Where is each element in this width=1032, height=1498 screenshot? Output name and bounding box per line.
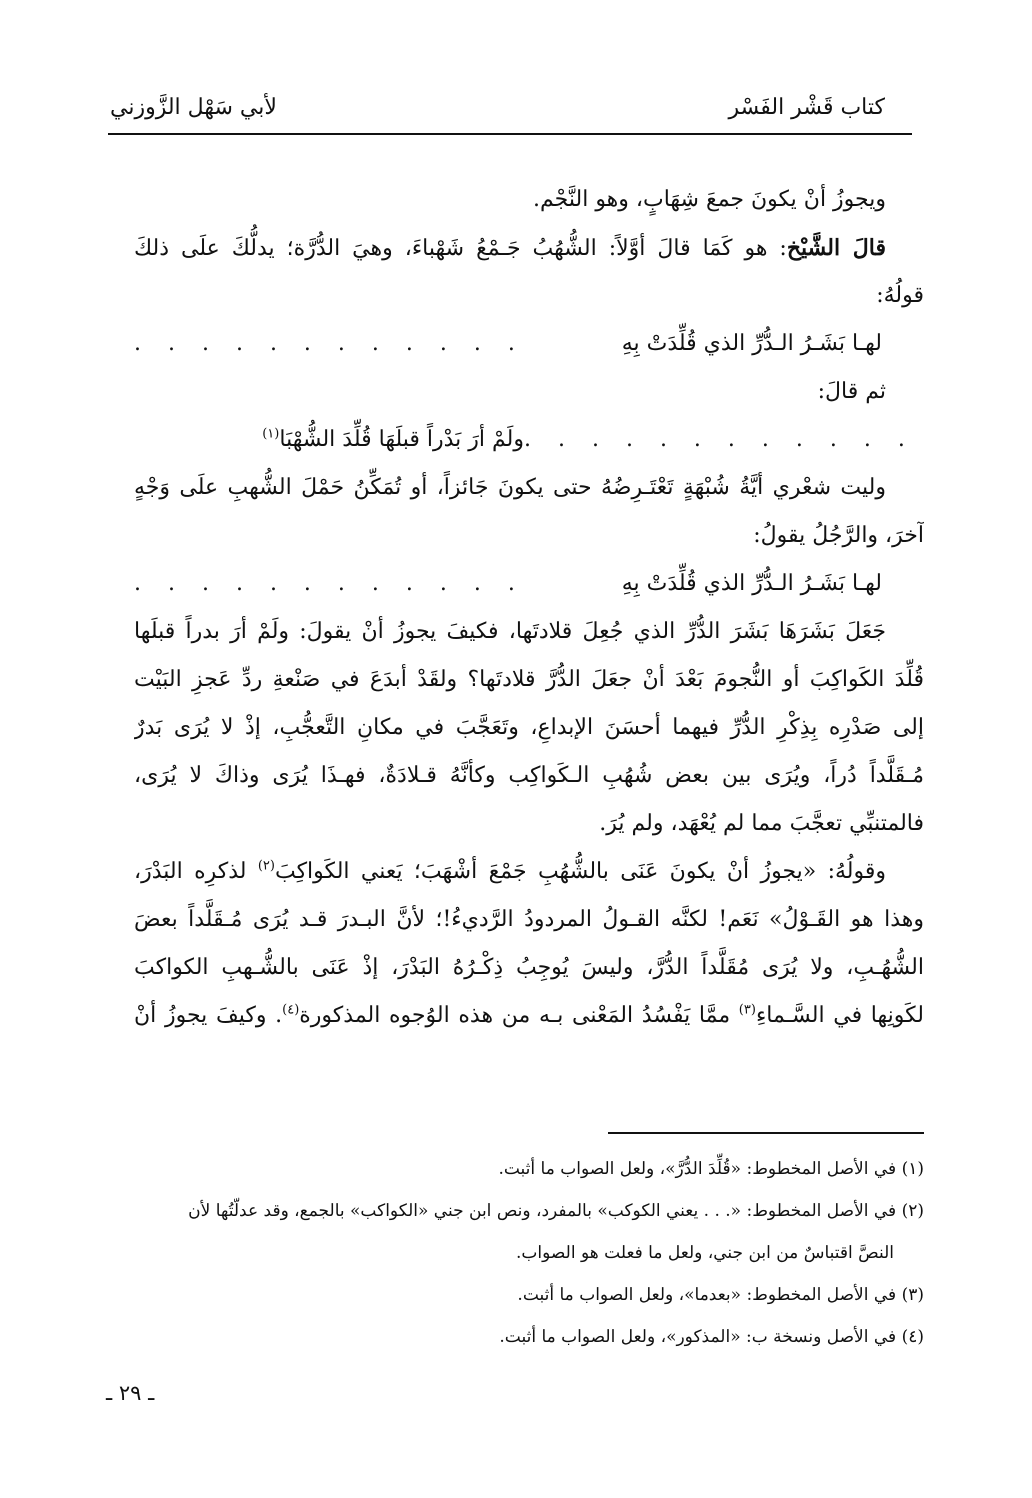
footnote-continuation: النصَّ اقتباسٌ من ابن جني، ولعل ما فعلت هو الصواب. <box>516 1243 894 1263</box>
text-line: إلى صَدْرِه بِذِكْرِ الدُّرِّ فيهما أحسَنَ الإبداعِ، وتَعَجَّبَ في مكانِ التَّعجُّبِ، إذْ لا يُرَى بَدرٌ <box>134 715 924 740</box>
footnote-separator <box>608 1132 924 1134</box>
text-line <box>134 992 924 1040</box>
text-line: وليت شعْري أيَّةُ شُبْهَةٍ تَعْتَـرِضُهُ حتى يكونَ جَائزاً، أو تُمَكِّنُ حَمْلَ الشُّهبِ علَى وَجْهٍ <box>134 475 886 500</box>
footnote: (٤) في الأصل ونسخة ب: «المذكور»، ولعل الصواب ما أثبت. <box>499 1327 924 1347</box>
text-segment: . وكيفَ يجوزُ أنْ <box>134 1003 283 1028</box>
footnote: (٣) في الأصل المخطوط: «بعدما»، ولعل الصواب ما أثبت. <box>517 1285 924 1305</box>
footnotes <box>134 1148 924 1358</box>
footnote: (٢) في الأصل المخطوط: «. . . يعني الكوكب» بالمفرد، ونص ابن جني «الكواكب» بالجمع، وقد عدلّتُها لأن <box>188 1201 924 1221</box>
text-line <box>134 224 924 272</box>
verse-first-hemistich: لهـا بَشَـرُ الـدُّرِّ الذي قُلِّدَتْ بِهِ <box>621 331 882 356</box>
text-line: فالمتنبِّي تعجَّبَ مما لم يُعْهَد، ولم يُرَ. <box>599 811 924 836</box>
text-segment: لذكرِه البَدْرَ، <box>134 859 258 884</box>
text-line: قولُهُ: <box>876 283 924 308</box>
footnote-ref: (٢) <box>257 858 275 874</box>
text-segment: لكَونِها في السَّـماءِ <box>755 1003 924 1028</box>
running-header-book-title: كتاب قَشْر الفَسْر <box>728 95 885 120</box>
verse-first-hemistich: لهـا بَشَـرُ الـدُّرِّ الذي قُلِّدَتْ بِهِ <box>621 571 882 596</box>
running-header-author: لأبي سَهْل الزَّوزني <box>110 95 277 120</box>
footnote-ref: (٣) <box>738 1002 756 1018</box>
text-line: جَعَلَ بَشَرَهَا بَشَرَ الدُّرِّ الذي جُعِلَ قلادتَها، فكيفَ يجوزُ أنْ يقولَ: ولَمْ أرَ بدراً قبلَها <box>134 619 886 644</box>
text-line: مُـقَلَّداً دُراً، ويُرَى بين بعض شُهُبِ الـكَواكِب وكأنَّهُ قـلادَةٌ، فهـذَا يُرَى وذاكَ لا يُرَى، <box>134 763 924 788</box>
text-segment: وقولُهُ: «يجوزُ أنْ يكونَ عَنَى بالشُّهُبِ جَمْعَ أشْهَبَ؛ يَعني الكَواكِبَ <box>274 859 887 884</box>
verse-omitted-hemistich: . . . . . . . . . . . . <box>134 571 525 596</box>
text-line: الشُّهُـبِ، ولا يُرَى مُقَلَّداً الدُّرَّ، وليسَ يُوجِبُ ذِكْـرُهُ البَدْرَ، إذْ عَنَى بالشُّـهبِ الكواكبَ <box>134 955 924 980</box>
verse-line <box>134 560 924 608</box>
text-line: قُلِّدَ الكَواكِبَ أو النُّجومَ بَعْدَ أنْ جعَلَ الدُّرَّ قلادتَها؟ ولقَدْ أبدَعَ في صَنْعةِ ردِّ عَجزِ البَيْت <box>134 667 924 692</box>
footnote-ref: (١) <box>262 426 280 442</box>
verse-line <box>134 416 924 464</box>
footnote-ref: (٤) <box>282 1002 300 1018</box>
verse-second-hemistich <box>134 416 524 464</box>
text-line: ثم قالَ: <box>817 379 886 404</box>
text-line <box>134 848 924 896</box>
footnote: (١) في الأصل المخطوط: «قُلِّدَ الدُّرَّ»، ولعل الصواب ما أثبت. <box>498 1159 924 1179</box>
text-line: وهذا هو القَـوْلُ» نَعَم! لكنَّه القـولُ المردودُ الرَّديءُ!؛ لأنَّ البـدرَ قـد يُرَى مُـقَلَّداً بعضَ <box>134 907 924 932</box>
header-divider <box>108 133 912 135</box>
text-line: آخرَ، والرَّجُلُ يقولُ: <box>753 523 924 548</box>
verse-line <box>134 320 924 368</box>
page-number: ـ ٢٩ ـ <box>106 1381 155 1405</box>
verse-omitted-hemistich: . . . . . . . . . . . . <box>134 331 525 356</box>
verse-omitted-hemistich: . . . . . . . . . . . . <box>524 427 915 452</box>
verse-text: ولَمْ أرَ بَدْراً قبلَهَا قُلِّدَ الشُّهْبَا <box>279 427 524 452</box>
main-text <box>134 176 924 1040</box>
text-line: ويجوزُ أنْ يكونَ جمعَ شِهَابٍ، وهو النَّجْم. <box>533 187 886 212</box>
sheikh-label: قالَ الشَّيْخ <box>786 235 886 261</box>
text-segment: ممَّا يَفْسُدُ المَعْنى بـه من هذه الوُجوه المذكورة <box>299 1003 739 1028</box>
text-line-content: : هو كَمَا قالَ أوَّلاً: الشُّهُبُ جَـمْعُ شَهْباءَ، وهيَ الدُّرَّة؛ يدلُّكَ علَى ذلكَ <box>134 236 787 261</box>
